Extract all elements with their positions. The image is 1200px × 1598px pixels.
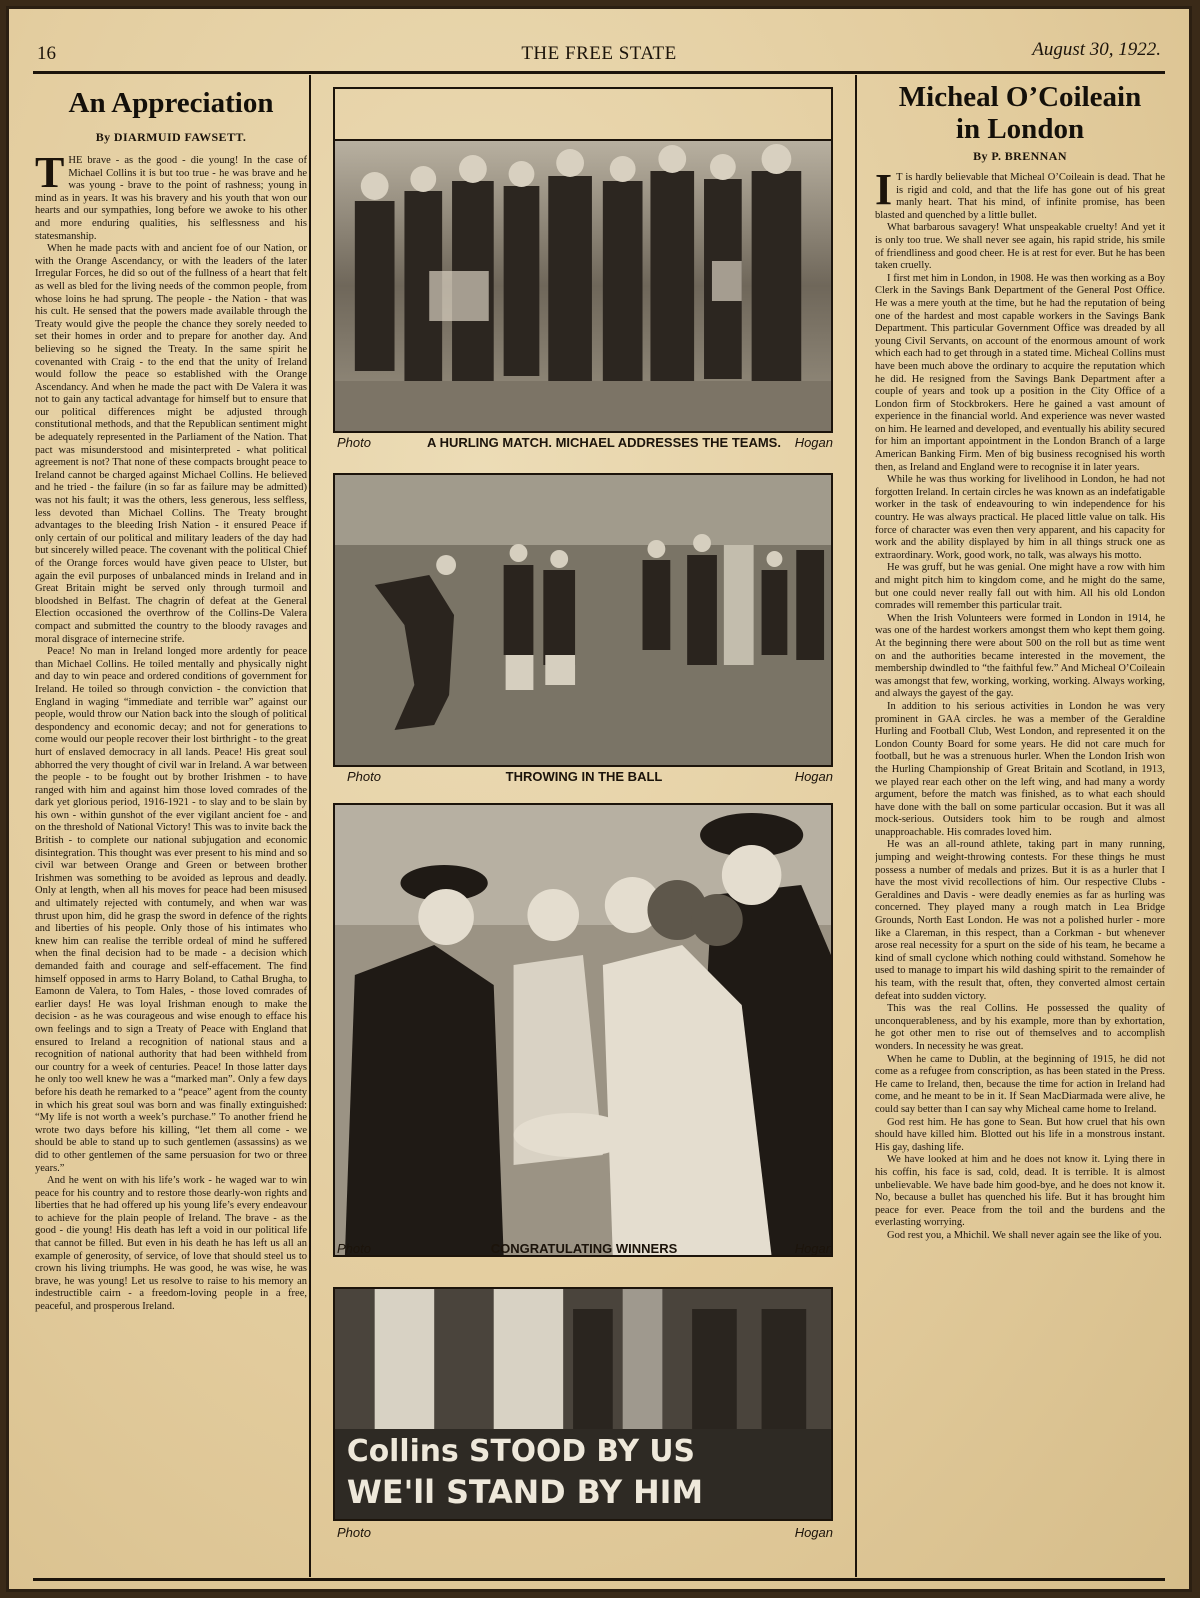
article-paragraph: IT is hardly believable that Micheal O’Coileain is dead. That he is rigid and cold, and that the life has gone out of his great manly heart. That his mind, of infinite promise, has been blasted and quenched by a little bullet. xyxy=(875,165,1165,221)
article-paragraph: He was gruff, but he was genial. One might have a row with him and might pitch him to kingdom come, and he might do the same, but one could never really fall out with him. All his old London comrades will remember this particular trait. xyxy=(875,562,1165,612)
photo-label: Photo xyxy=(337,435,371,450)
article-paragraph: God rest him. He has gone to Sean. But how cruel that his own should have killed him. Blotted out his life in a monstrous instant. His gay, dashing life. xyxy=(875,1116,1165,1153)
article-paragraph: This was the real Collins. He possessed the quality of unconquerableness, and by his example, more than by exhortation, he got other men to rise out of themselves and to accomplish wonders. In necessity he was great. xyxy=(875,1003,1165,1052)
photo-image xyxy=(333,1287,833,1521)
photo-image xyxy=(333,803,833,1257)
article-collins-in-london xyxy=(875,81,1165,1589)
article-paragraph: What barbarous savagery! What unspeakable cruelty! And yet it is only too true. We shall never see again, his rapid stride, his smile of friendliness and good cheer. He is at rest for ever. But he has been taken cruelly. xyxy=(875,222,1165,272)
page-header xyxy=(37,35,1161,71)
sign-line-2: WE'll STAND BY HIM xyxy=(346,1472,704,1512)
caption-text: CONGRATULATING WINNERS xyxy=(490,1241,678,1256)
caption-text: A HURLING MATCH. MICHAEL ADDRESSES THE TEAMS. xyxy=(427,435,781,450)
field-photo-graphic xyxy=(335,475,831,765)
article-byline: By DIARMUID FAWSETT. xyxy=(95,130,247,144)
crowd-photo-graphic xyxy=(335,141,831,431)
photo-caption xyxy=(335,1525,833,1543)
photo-frame-top-border xyxy=(333,87,833,143)
article-paragraph: God rest you, a Mhichil. We shall never again see the like of you. xyxy=(887,1229,1162,1241)
newspaper-page xyxy=(6,6,1192,1592)
article-paragraph: When he made pacts with and ancient foe of our Nation, or with the Orange Ascendancy, or with the leaders of the later Irregular Forces, he did so out of the fullness of a heart that felt as well as bled for the living needs of the common people, from whose loins he had sprung. The people - the Nation - that was his cult. He sensed that the powers made available through the Treaty would give the people the chance they sorely needed to set their homes in order and to prepare for another day. And believing so he signed the Treaty. In the same spirit he covenanted with Craig - to the end that the unity of Ireland would follow the peace so established with the Orange Ascendancy. And when he made the pact with De Valera it was not to gain any tactical advantage for himself but to ensure that our political differences might be adjusted through constitutional methods, and that the Republican sentiment might be adequately represented in the Parliament of the Nation. That pact was misunderstood and misinterpreted - what political agreement is not? That none of these compacts brought peace to Ireland cannot be charged against Michael Collins. He believed and he tried - the failure (in so far as failure may be admitted) was not his fault; it was the others, less generous, less selfless, less devoted than Michael Collins. The Treaty brought advantages to the bleeding Irish Nation - it ensured Peace if only certain of our political and military leaders of the day had but sincerely willed peace. The covenant with the political Chief of the Orange forces would have given peace to Ulster, but again the evil purposes of unbalanced minds in Ireland and in Great Britain might be served only through turmoil and bloodshed in Belfast. The chagrin of defeat at the General Election occasioned the overthrow of the Collins-De Valera compact and submitted the country to the bloody ravages and moral disgrace of internecine strife. xyxy=(35,243,307,645)
photo-label: Photo xyxy=(337,1525,371,1540)
photo-caption xyxy=(335,435,833,453)
article-title-line-2: in London xyxy=(955,113,1085,145)
column-divider-left xyxy=(309,75,311,1577)
photo-throwing-in-ball xyxy=(319,473,863,793)
sign-line-1: Collins STOOD BY US xyxy=(346,1433,695,1470)
header-rule xyxy=(33,71,1165,74)
page-number: 16 xyxy=(37,43,56,64)
photo-image xyxy=(333,139,833,433)
article-byline: By P. BRENNAN xyxy=(973,149,1067,163)
article-paragraph: While he was thus working for livelihood in London, he had not forgotten Ireland. In certain circles he was known as an indefatigable worker in the task of endeavouring to win independence for his country. He was always practical. He placed little value on talk. His force of character was even then very apparent, and his capacity for work and the ability displayed by him in all things struck one as extraordinary. Work, good work, no talk, was always his motto. xyxy=(875,474,1165,561)
article-body xyxy=(875,165,1165,1242)
photo-credit: Hogan xyxy=(794,1241,833,1256)
article-paragraph: I first met him in London, in 1908. He was then working as a Boy Clerk in the Savings Bank Department of the General Post Office. He was a mere youth at the time, but he had the reputation of being one of the hardest and most capable workers in the Savings Bank Department. This particular Government Office was dreaded by all young Civil Servants, on account of the enormous amount of work which each had to get through in a stated time. Micheal Collins must have been much above the ordinary to acquire the reputation which he did. He resigned from the Savings Bank Department after a couple of years and took up a position in the City Office of a London firm of Stockbrokers. Here he gained a vast amount of experience in the financial world. And experience was never wasted on him. He learned and developed, and eventually his ability secured for him an important appointment in the London Branch of a large American Banking Firm. Men of big business recognised his worth then, as Ireland and England were to recognise it in later years. xyxy=(875,272,1165,473)
article-an-appreciation xyxy=(35,81,307,1589)
photo-label: Photo xyxy=(337,1241,371,1256)
wall-sign-photo-graphic xyxy=(335,1289,831,1519)
article-paragraph: He was an all-round athlete, taking part in many running, jumping and weight-throwing contests. For these things he must possess a number of medals and prizes. But it is as a hurler that I have the most vivid recollections of him. Our respective Clubs - Geraldines and Davis - were deadly enemies as far as hurling was concerned. They played many a rough match in Lea Bridge Grounds, North East London. He was not a polished hurler - more like a Clareman, in this respect, than a Corkman - but whenever arose real necessity for a spurt on the side of his team, he became a kind of small cyclone which nothing could withstand. Somehow he used to manage to impart his wild dashing spirit to the remainder of his team, with the result that, often, they converted almost certain defeat into sudden victory. xyxy=(875,839,1165,1002)
photo-label: Photo xyxy=(347,769,381,784)
newspaper-name: THE FREE STATE xyxy=(521,43,677,64)
article-paragraph: Peace! No man in Ireland longed more ardently for peace than Michael Collins. He toiled mentally and physically night and day to win peace and ordered conditions of government for Ireland. He toiled so through conviction - the conviction that England in waging “immediate and terrible war” against our people, would throw our Nation back into the slough of political despondency and economic decay; and not for generations to come would our people recover their lost birthright - to the great hurt of enslaved democracy in all lands. Peace! His great soul abhorred the very thought of civil war in Ireland. A war between the people - to be fought out by brother Irishmen - to have ranged with him and against him those loved comrades of the dark yet glorious period, 1916-1921 - to slay and to be slain by his own - within gunshot of the ever vigilant ancient foe - and on the threshold of National Victory! This was to invite back the British - to complete our national subjugation and economic disintegration. This thought was ever present to his mind and so civil war between Orange and Green or between brother Irishmen was something to be avoided as leprous and deadly. Only at length, when all his moves for peace had been misused and ultimately rejected with contumely, and when war was thrust upon him, did he grasp the sword in defence of the rights and liberties of his people. Only those of his intimates who knew him can realise the terrible ordeal of mind he suffered when the final decision had to be made - a decision which demanded faith and courage and self-effacement. The find himself opposed in arms to Harry Boland, to Cathal Brugha, to Eamonn de Valera, to Tom Hales, - those loved comrades of earlier days! He was loyal Irishman enough to make the decision - as he was courageous and wise enough to efface his own feelings and to sign a Treaty of Peace with England that ensured to Ireland a recognition of national staus and a recognition of national authority that had been withheld from our country for a week of centuries. Peace! In those latter days he only too well knew he was a “marked man”. Only a few days before his death he remarked to a “peace” agent from the county in which his great soul was born and was finally extinguished: “My life is not worth a week’s purchase.” To another friend he wrote two days before his killing, “let them all come - we should be able to stand up to such gentlemen (assassins) as we did to other gentlemen of the same persuasion for two or three years.” xyxy=(35,646,307,1174)
photo-credit: Hogan xyxy=(794,769,833,784)
article-paragraph: In addition to his serious activities in London he was very prominent in GAA circles. he was a member of the Geraldine Hurling and Football Club, West London, and represented it on the London County Board for some years. He did not care much for football, but he was a strenuous hurler. When the London Irish won the Hurling Championship of Great Britain and Scotland, in 1913, we played rear each other on the left wing, and had many a wordy argument, before the match was finished, as to what each should have done with the ball on some particular occasion. But it was all mock-serious. Outsiders took him to be rough and almost unapproachable. His comrades loved him. xyxy=(875,700,1165,838)
handshake-photo-graphic xyxy=(335,805,831,1255)
article-body xyxy=(35,148,307,1314)
issue-date: August 30, 1922. xyxy=(1032,39,1161,60)
article-paragraph: We have looked at him and he does not know it. Lying there in his coffin, his face is sad, cold, dead. It is terrible. It is almost unbelievable. We have bade him good-bye, and he does not know it. No, because a bullet has quenched his life. But it has brought him peace for ever. Peace from the toil and the burdens and the everlasting worrying. xyxy=(875,1154,1165,1229)
photo-column xyxy=(319,81,863,1589)
article-paragraph: When he came to Dublin, at the beginning of 1915, he did not come as a refugee from conscription, as has been stated in the Press. He came to Ireland, then, because the time for action in Ireland had come, and he meant to be in it. If Sean MacDiarmada were alive, he could say better than I can say why Micheal came home to Ireland. xyxy=(875,1053,1165,1115)
photo-caption xyxy=(335,769,833,787)
article-title: An Appreciation xyxy=(68,87,274,119)
caption-text: THROWING IN THE BALL xyxy=(505,769,663,784)
photo-congratulating-winners xyxy=(319,803,863,1263)
photo-caption xyxy=(335,1241,833,1259)
photo-hurling-match xyxy=(319,139,863,459)
photo-credit: Hogan xyxy=(794,1525,833,1540)
article-paragraph: When the Irish Volunteers were formed in London in 1914, he was one of the hardest workers amongst them who kept them going. At the beginning there were about 500 on the roll but as time went on and the authorities became interested in the movement, the membership dwindled to “the faithful few.” And Micheal O’Coileain was amongst that few, working, working, working. Always working, and always the gayest of the gay. xyxy=(875,612,1165,700)
article-title-line-1: Micheal O’Coileain xyxy=(898,81,1142,113)
article-paragraph: And he went on with his life’s work - he waged war to win peace for his country and to restore those dearly-won rights and liberties that he had offered up his young life’s every endeavour to achieve for the plain people of Ireland. The brave - as the good - die young! His death has left a void in our political life that cannot be filled. But even in his death he has left us all an example of generosity, of service, of love that should steel us to crown his living triumphs. He was good, he was wise, he was brave, he was young! Let us resolve to raise to his memory an indestructible cairn - a freedom-loving people in a free, peaceful, and prosperous Ireland. xyxy=(35,1175,307,1313)
photo-collins-sign xyxy=(319,1287,863,1577)
article-paragraph: THE brave - as the good - die young! In the case of Michael Collins it is but too true - he was brave and he was young - brave to the point of rashness; young in mind as in years. It was his bravery and his youth that won our hearts and our sympathies, long before we awoke to his other and more enduring qualities, his selflessness and his statesmanship. xyxy=(35,148,307,242)
photo-credit: Hogan xyxy=(794,435,833,450)
photo-image xyxy=(333,473,833,767)
